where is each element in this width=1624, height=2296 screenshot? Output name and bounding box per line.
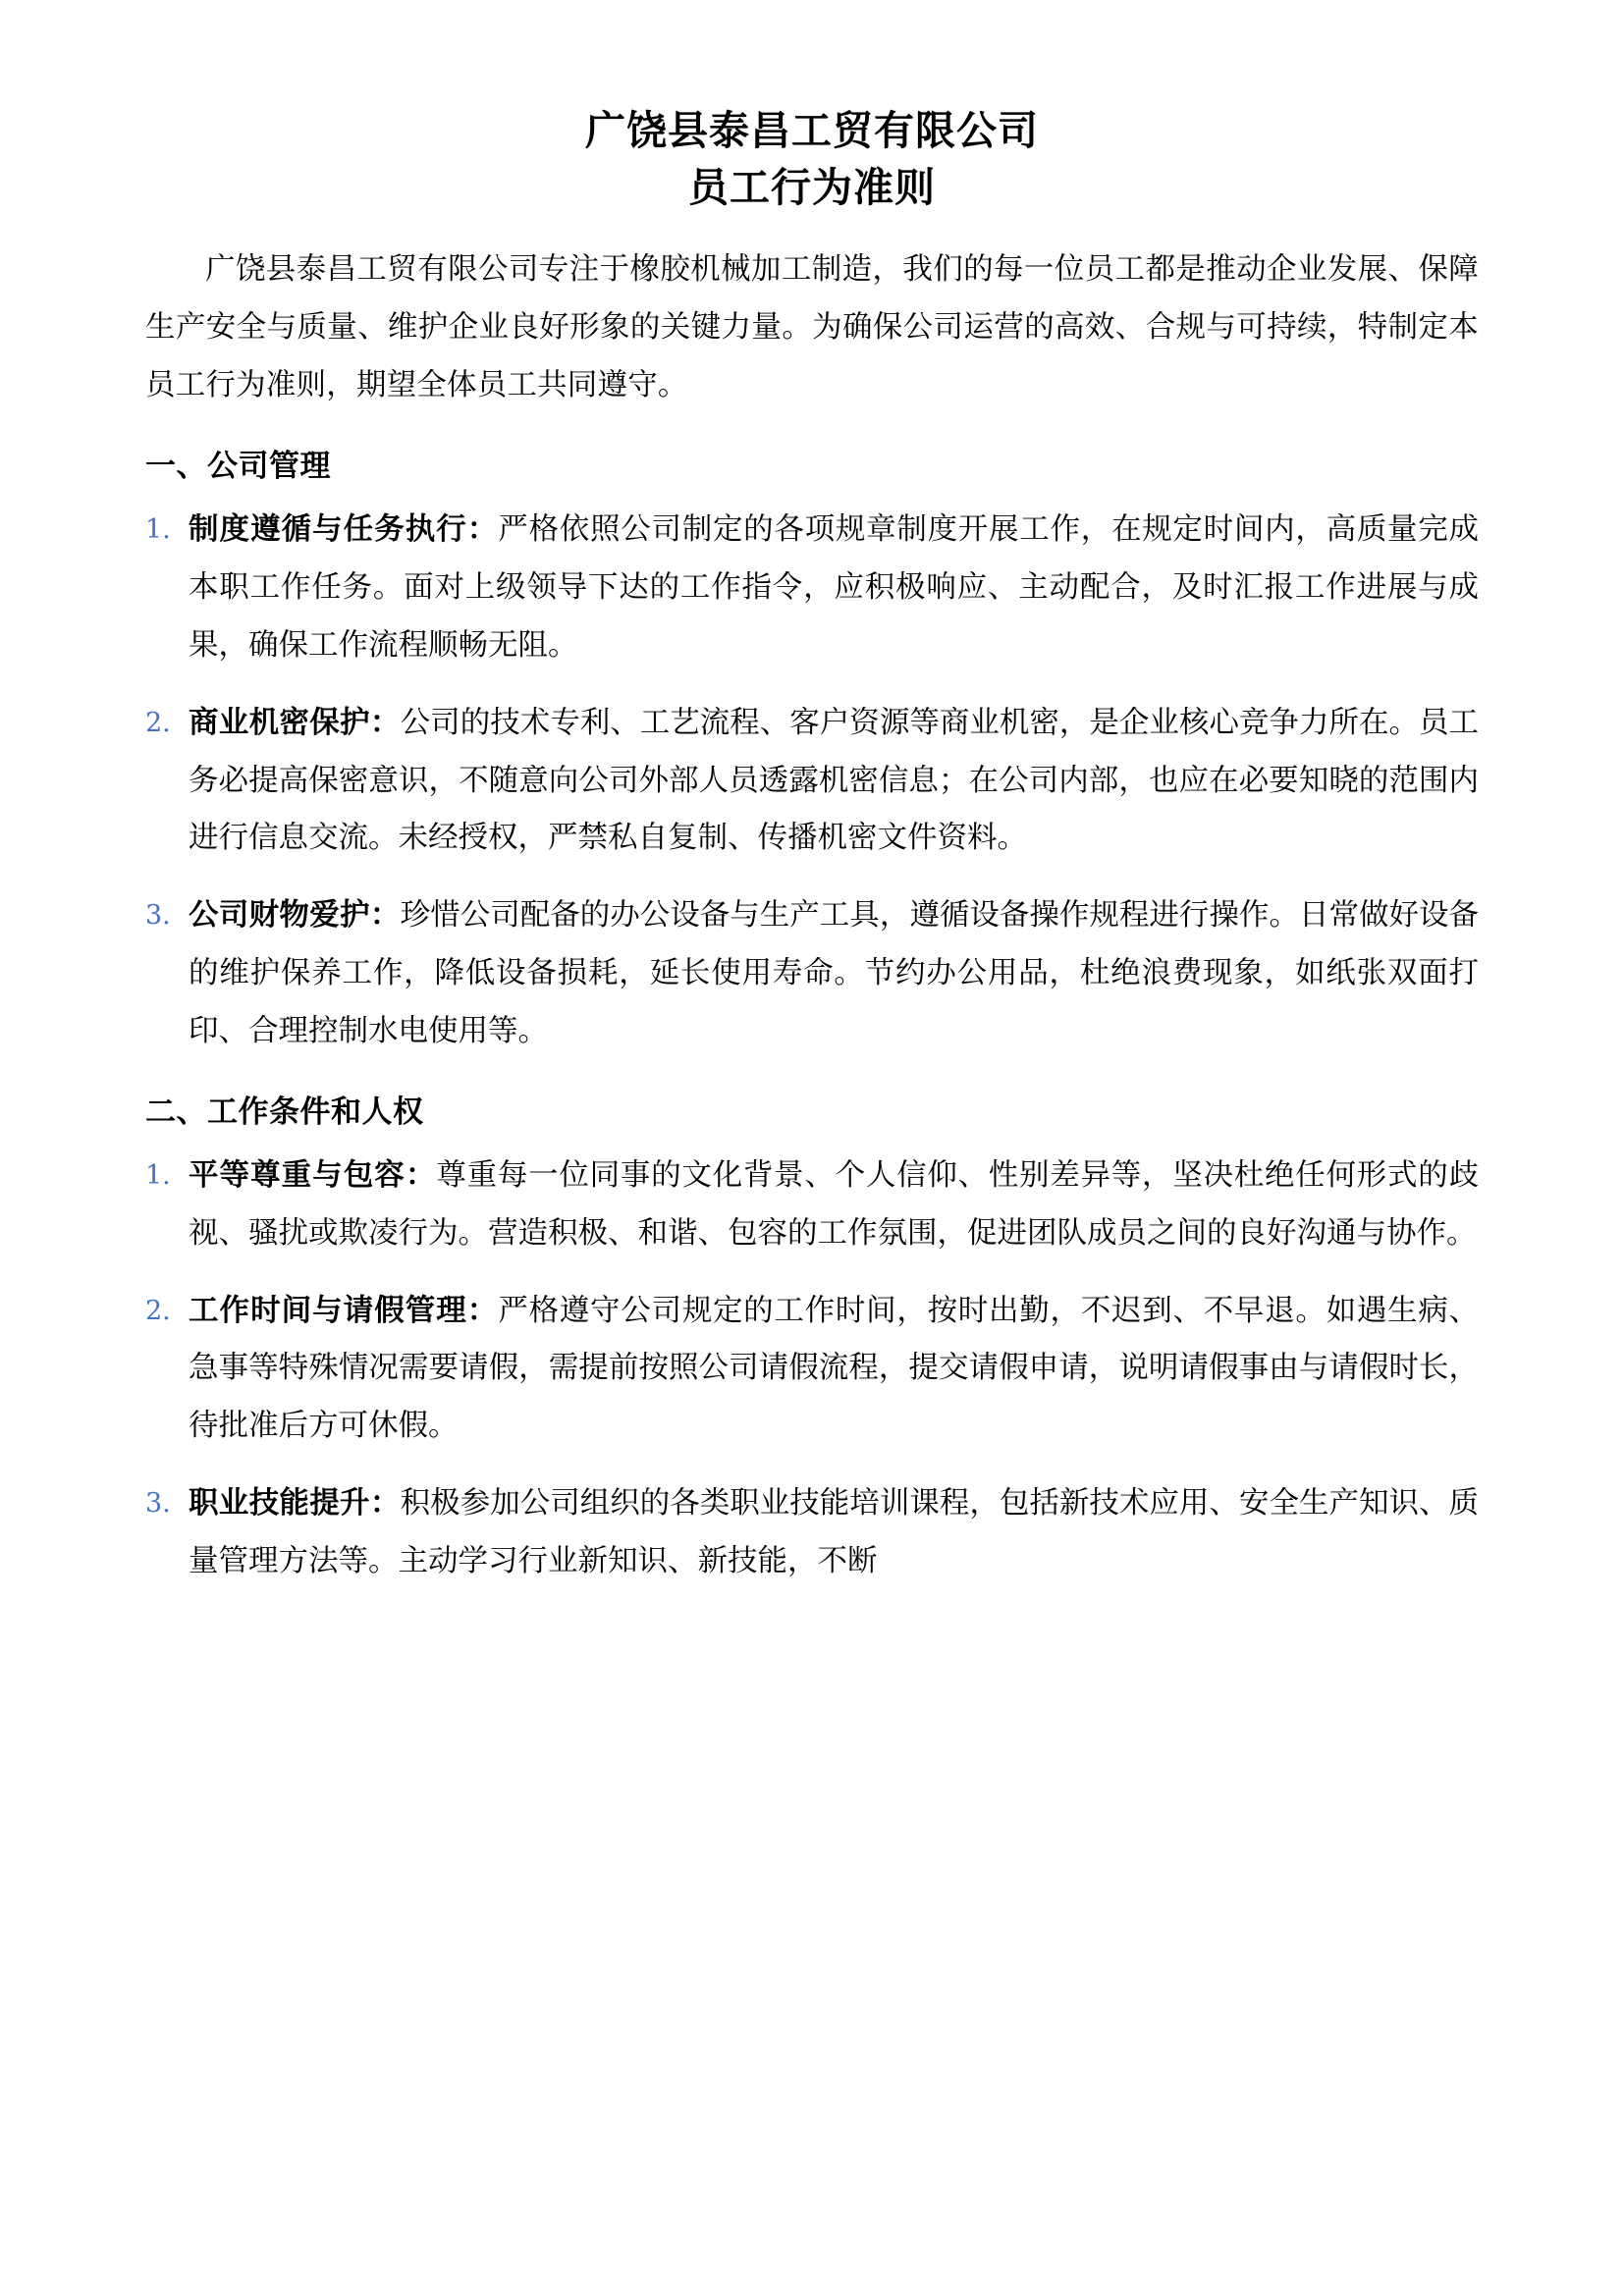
document-title-line-1: 广饶县泰昌工贸有限公司: [585, 107, 1039, 154]
clause-body: 珍惜公司配备的办公设备与生产工具，遵循设备操作规程进行操作。日常做好设备的维护保养工作，降低设备损耗，延长使用寿命。节约办公用品，杜绝浪费现象，如纸张双面打印、合理控制水电使用等。: [189, 898, 1479, 1048]
clause-number: 3.: [145, 1488, 171, 1520]
clause-item: [145, 1475, 1479, 1591]
clause-number: 2.: [145, 707, 171, 738]
clause-term: 公司财物爱护：: [189, 898, 401, 934]
clause-body: 严格遵守公司规定的工作时间，按时出勤，不迟到、不早退。如遇生病、急事等特殊情况需要请假，需提前按照公司请假流程，提交请假申请，说明请假事由与请假时长，待批准后方可休假。: [189, 1293, 1480, 1444]
clause-item: [145, 1283, 1479, 1457]
section-heading-1: 一、公司管理: [145, 449, 331, 485]
clause-term: 工作时间与请假管理：: [189, 1293, 499, 1328]
clause-term: 制度遵循与任务执行：: [189, 512, 499, 548]
clause-list-section-2: [145, 1148, 1479, 1591]
clause-item: [145, 502, 1479, 675]
clause-term: 平等尊重与包容：: [189, 1157, 437, 1193]
clause-list-section-1: [145, 502, 1479, 1061]
clause-number: 3.: [145, 900, 171, 932]
clause-item: [145, 695, 1479, 869]
clause-number: 1.: [145, 1159, 171, 1191]
clause-term: 职业技能提升：: [189, 1486, 401, 1522]
document-title: [145, 94, 1479, 216]
document-title-line-2: 员工行为准则: [688, 164, 936, 212]
clause-body: 严格依照公司制定的各项规章制度开展工作，在规定时间内，高质量完成本职工作任务。面对上级领导下达的工作指令，应积极响应、主动配合，及时汇报工作进展与成果，确保工作流程顺畅无阻。: [189, 512, 1480, 663]
intro-paragraph: 广饶县泰昌工贸有限公司专注于橡胶机械加工制造，我们的每一位员工都是推动企业发展、保障生产安全与质量、维护企业良好形象的关键力量。为确保公司运营的高效、合规与可持续，特制定本员工行为准则，期望全体员工共同遵守。: [145, 252, 1479, 403]
clause-body: 积极参加公司组织的各类职业技能培训课程，包括新技术应用、安全生产知识、质量管理方法等。主动学习行业新知识、新技能，不断: [189, 1486, 1479, 1578]
clause-body: 公司的技术专利、工艺流程、客户资源等商业机密，是企业核心竞争力所在。员工务必提高保密意识，不随意向公司外部人员透露机密信息；在公司内部，也应在必要知晓的范围内进行信息交流。未经授权，严禁私自复制、传播机密文件资料。: [189, 705, 1479, 856]
clause-item: [145, 887, 1479, 1061]
clause-term: 商业机密保护：: [189, 705, 401, 740]
clause-number: 1.: [145, 514, 171, 546]
clause-body: 尊重每一位同事的文化背景、个人信仰、性别差异等，坚决杜绝任何形式的歧视、骚扰或欺凌行为。营造积极、和谐、包容的工作氛围，促进团队成员之间的良好沟通与协作。: [189, 1157, 1479, 1251]
section-heading-2: 二、工作条件和人权: [145, 1094, 424, 1130]
clause-number: 2.: [145, 1295, 171, 1326]
clause-item: [145, 1148, 1479, 1263]
